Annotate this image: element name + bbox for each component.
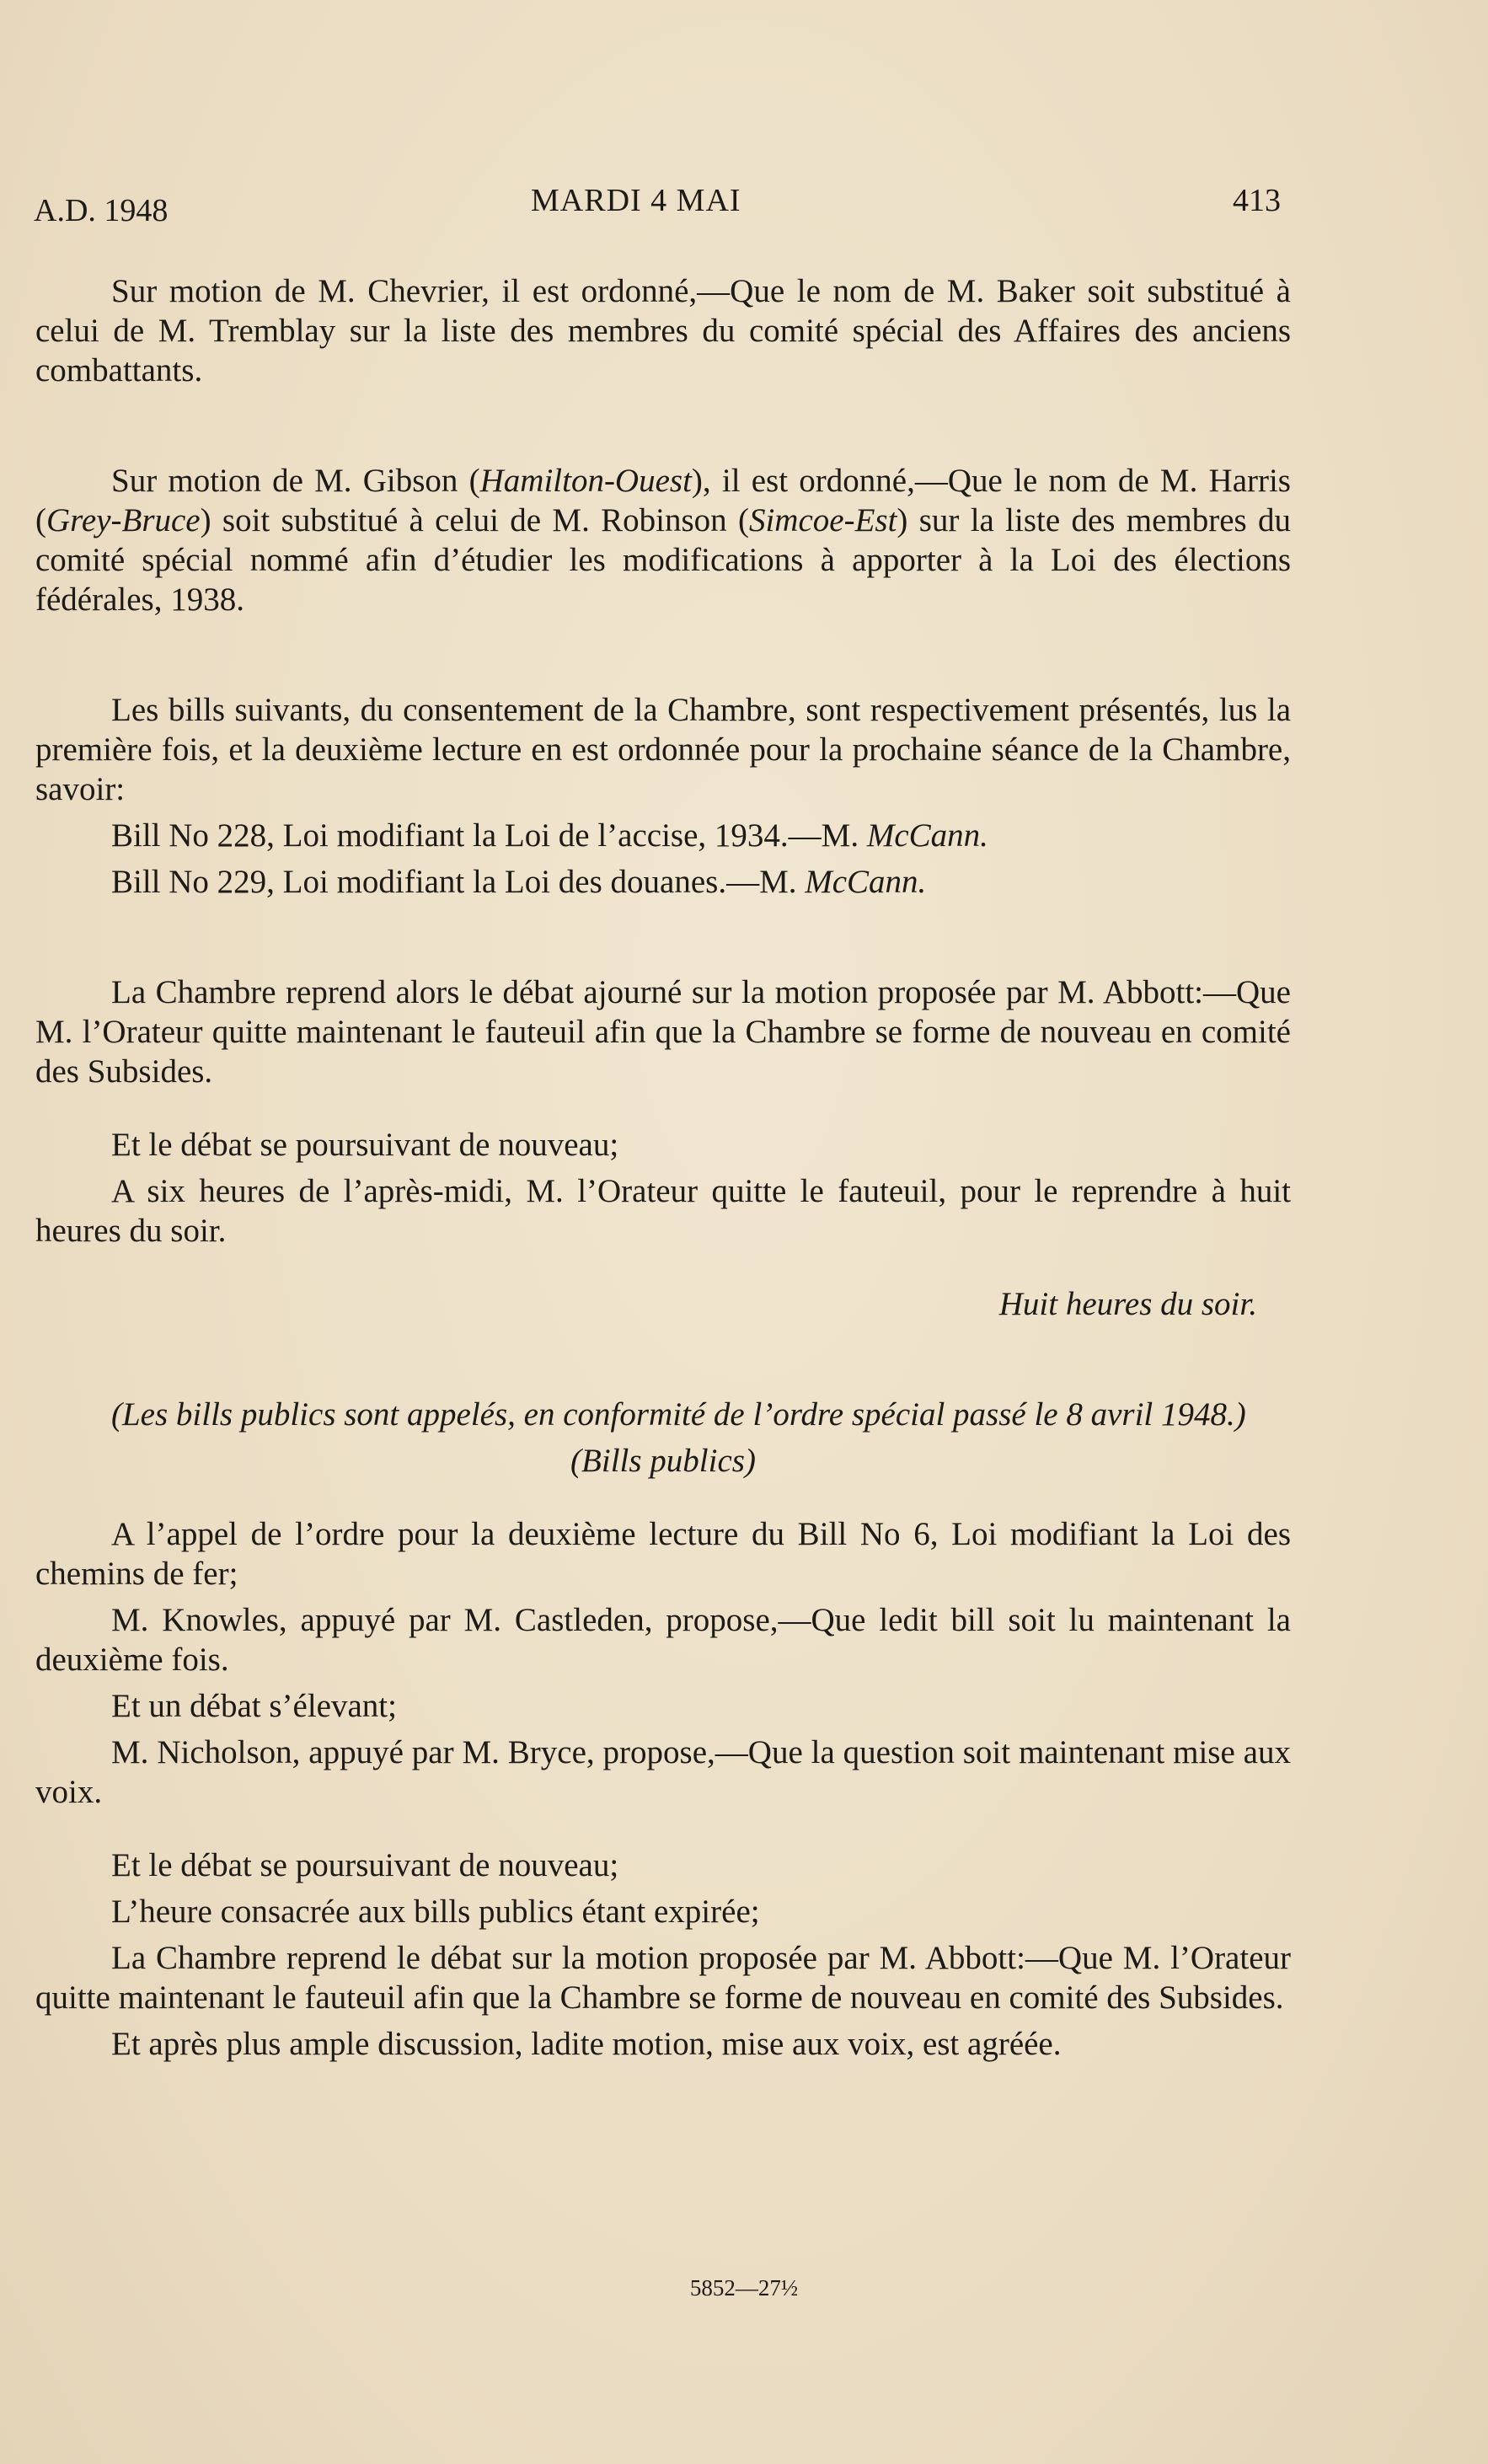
header-year: A.D. 1948 <box>34 193 169 228</box>
paragraph: (Les bills publics sont appelés, en conformité de l’ordre spécial passé le 8 avril 1948.) <box>111 1396 1246 1433</box>
paragraph: A l’appel de l’ordre pour la deuxième lecture du Bill No 6, Loi modifiant la Loi des chemins de fer; <box>35 1516 1291 1592</box>
body-text <box>35 271 1291 2064</box>
paragraph: La Chambre reprend alors le débat ajourné sur la motion proposée par M. Abbott:—Que M. l’Orateur quitte maintenant le fauteuil afin que la Chambre se forme de nouveau en comité des Subsides. <box>35 974 1291 1090</box>
paragraph: Et après plus ample discussion, ladite motion, mise aux voix, est agréée. <box>111 2026 1062 2062</box>
header-date: MARDI 4 MAI <box>531 183 741 218</box>
bill-entry: Bill No 229, Loi modifiant la Loi des douanes.—M. McCann. <box>111 864 927 900</box>
paragraph: L’heure consacrée aux bills publics étant expirée; <box>111 1894 760 1930</box>
page-number: 413 <box>1233 183 1281 218</box>
page-header <box>34 177 1281 228</box>
section-heading: (Bills publics) <box>570 1443 756 1479</box>
paragraph: M. Knowles, appuyé par M. Castleden, propose,—Que ledit bill soit lu maintenant la deuxième fois. <box>35 1602 1291 1678</box>
paragraph: La Chambre reprend le débat sur la motion proposée par M. Abbott:—Que M. l’Orateur quitte maintenant le fauteuil afin que la Chambre se forme de nouveau en comité des Subsides. <box>35 1940 1291 2016</box>
paragraph: Les bills suivants, du consentement de la Chambre, sont respectivement présentés, lus la première fois, et la deuxième lecture en est ordonnée pour la prochaine séance de la Chambre, savoir: <box>35 692 1291 807</box>
paragraph: Et le débat se poursuivant de nouveau; <box>111 1127 619 1163</box>
bill-entry: Bill No 228, Loi modifiant la Loi de l’accise, 1934.—M. McCann. <box>111 817 988 854</box>
paragraph: Et le débat se poursuivant de nouveau; <box>111 1847 619 1883</box>
paragraph: Et un débat s’élevant; <box>111 1688 397 1724</box>
time-heading: Huit heures du soir. <box>998 1286 1257 1322</box>
paragraph: Sur motion de M. Chevrier, il est ordonné,—Que le nom de M. Baker soit substitué à celui de M. Tremblay sur la liste des membres du comité spécial des Affaires des anciens combattants. <box>35 273 1291 388</box>
paragraph: Sur motion de M. Gibson (Hamilton-Ouest), il est ordonné,—Que le nom de M. Harris (Grey-Bruce) soit substitué à celui de M. Robinson (Simcoe-Est) sur la liste des membres du comité spécial nommé afin d’étudier les modifications à apporter à la Loi des élections fédérales, 1938. <box>35 463 1292 618</box>
paragraph: M. Nicholson, appuyé par M. Bryce, propose,—Que la question soit maintenant mise aux voix. <box>35 1734 1291 1810</box>
paragraph: A six heures de l’après-midi, M. l’Orateur quitte le fauteuil, pour le reprendre à huit heures du soir. <box>35 1173 1291 1249</box>
footer-signature: 5852—27½ <box>689 2275 799 2301</box>
